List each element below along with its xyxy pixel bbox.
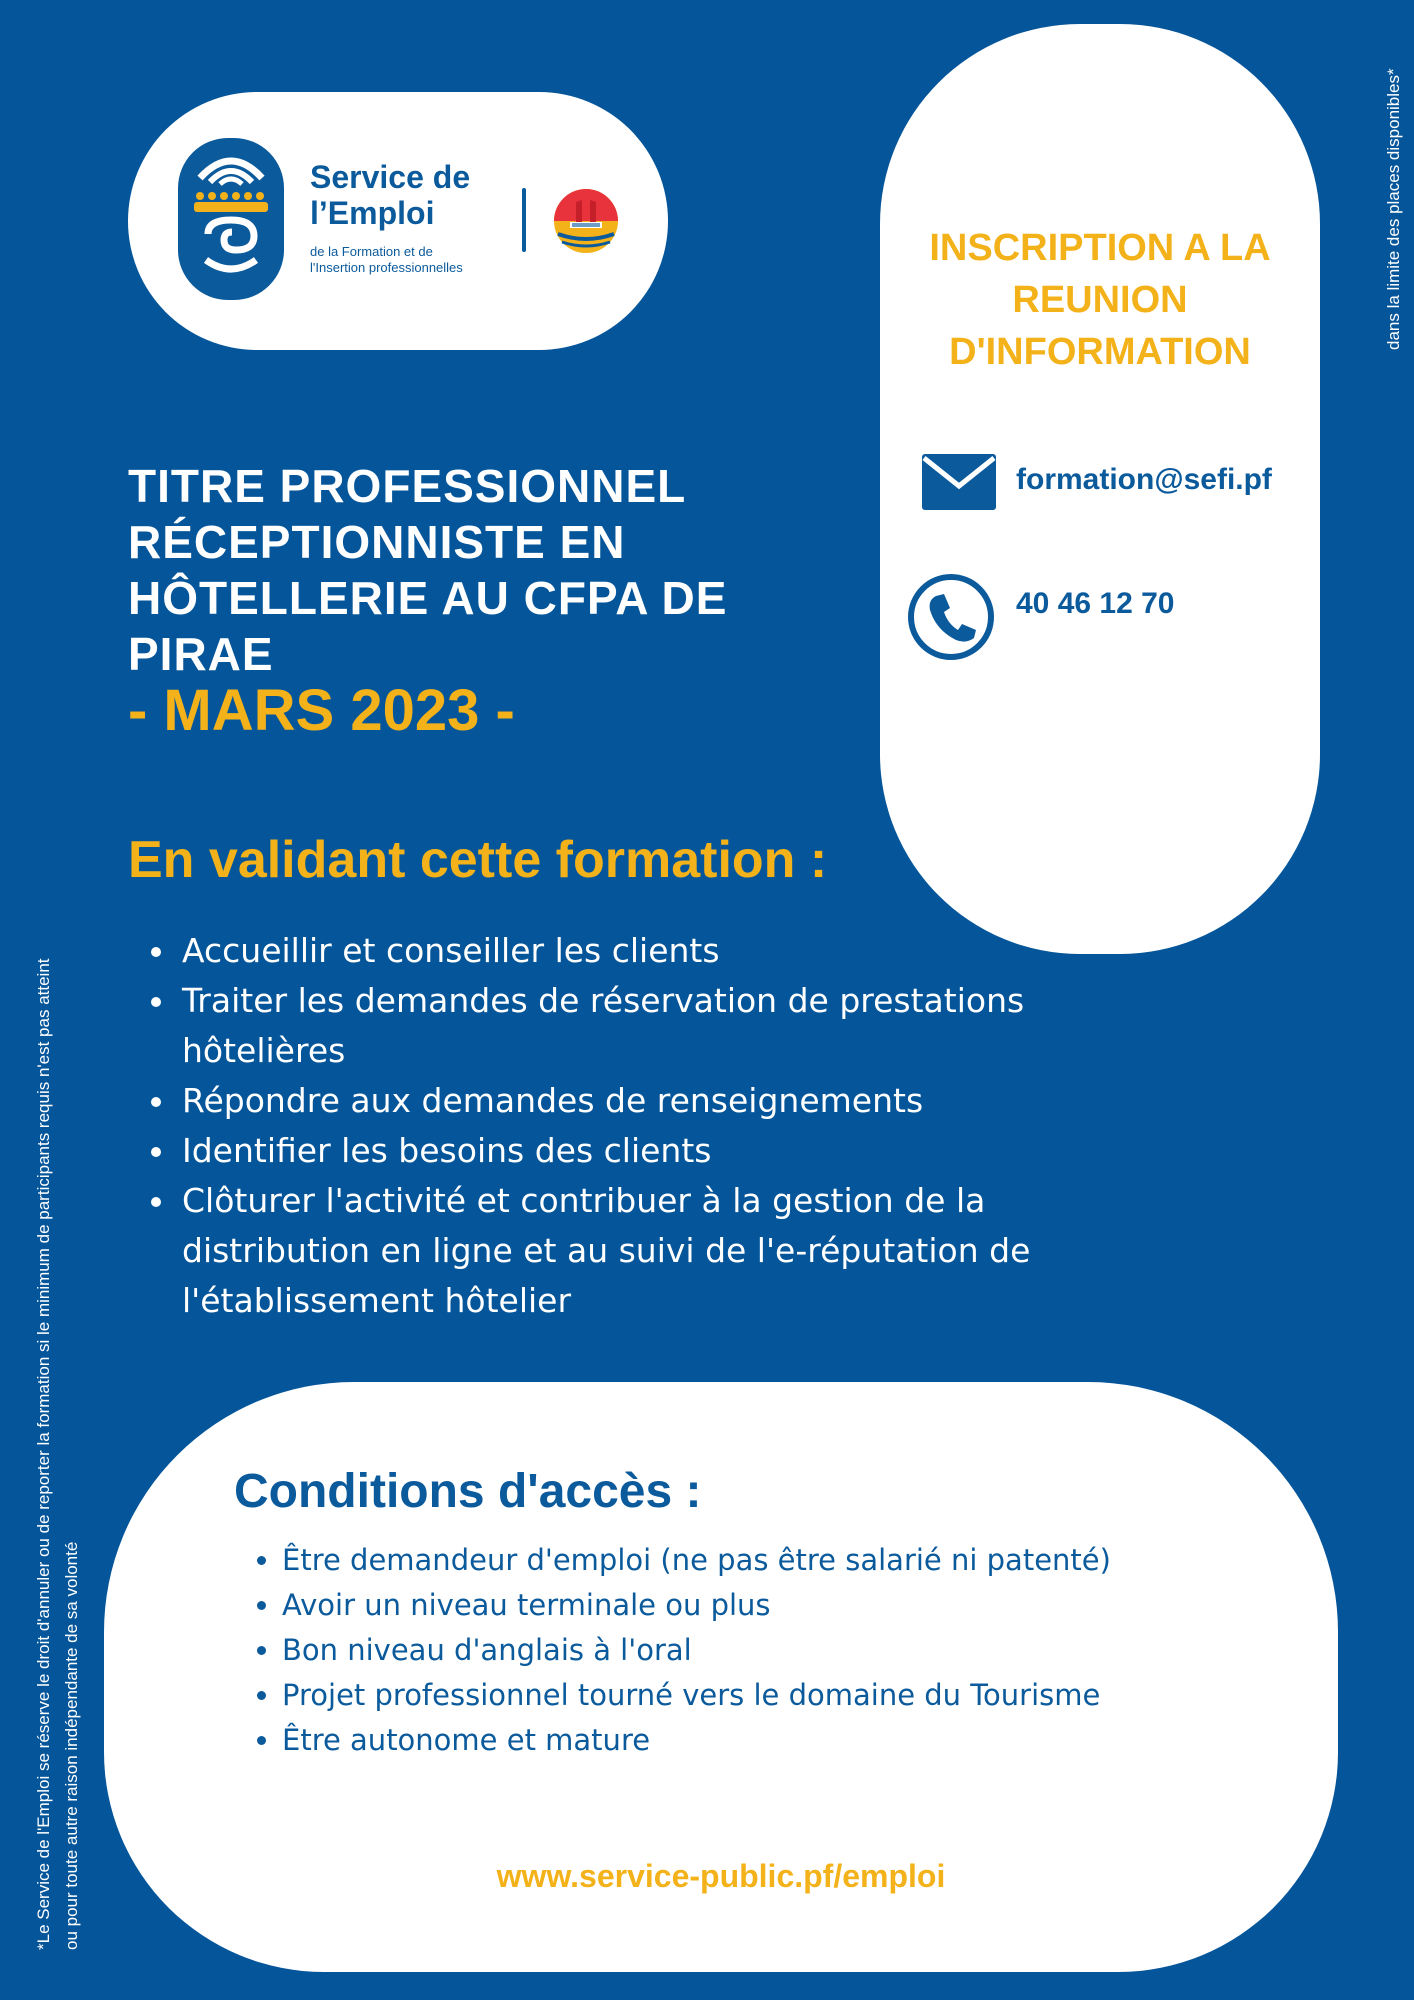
email-link[interactable]: formation@sefi.pf bbox=[1016, 463, 1272, 496]
list-item: • Identifier les besoins des clients bbox=[178, 1126, 1138, 1176]
polynesia-emblem-icon bbox=[552, 188, 620, 254]
phone-number[interactable]: 40 46 12 70 bbox=[1016, 587, 1175, 620]
list-item: • Traiter les demandes de réservation de prestations hôtelières bbox=[178, 976, 1138, 1076]
logo-divider bbox=[522, 188, 526, 252]
conditions-heading: Conditions d'accès : bbox=[234, 1465, 702, 1518]
list-item: • Accueillir et conseiller les clients bbox=[178, 926, 1138, 976]
course-title: TITRE PROFESSIONNEL RÉCEPTIONNISTE EN HÔTELLERIE AU CFPA DE PIRAE bbox=[128, 460, 728, 680]
phone-icon bbox=[906, 572, 996, 662]
list-item: • Être demandeur d'emploi (ne pas être salarié ni patenté) bbox=[282, 1538, 1111, 1583]
conditions-card bbox=[104, 1382, 1338, 1972]
list-item: • Répondre aux demandes de renseignements bbox=[178, 1076, 1138, 1126]
contact-card bbox=[880, 24, 1320, 954]
list-item: • Projet professionnel tourné vers le domaine du Tourisme bbox=[282, 1673, 1111, 1718]
inscription-title: INSCRIPTION A LA REUNION D'INFORMATION bbox=[929, 227, 1271, 373]
disclaimer-right: dans la limite des places disponibles* bbox=[1384, 68, 1403, 350]
list-item: • Bon niveau d'anglais à l'oral bbox=[282, 1628, 1111, 1673]
list-item: • Être autonome et mature bbox=[282, 1718, 1111, 1763]
conditions-list bbox=[256, 1538, 1111, 1763]
disclaimer-line2: ou pour toute autre raison indépendante de sa volonté bbox=[62, 1541, 81, 1950]
list-item: • Clôturer l'activité et contribuer à la gestion de la distribution en ligne et au suivi de l'e-réputation de l'établissement hôtelier bbox=[178, 1176, 1138, 1326]
brand-subtitle-line2: l'Insertion professionnelles bbox=[310, 260, 463, 275]
course-date: - MARS 2023 - bbox=[128, 678, 515, 743]
sefi-logo-icon bbox=[178, 138, 284, 300]
logo-card bbox=[128, 92, 668, 350]
validation-heading: En validant cette formation : bbox=[128, 831, 828, 889]
skills-list bbox=[140, 926, 1138, 1326]
brand-name-line1: Service de bbox=[310, 159, 471, 195]
disclaimer-line1: *Le Service de l'Emploi se réserve le droit d'annuler ou de reporter la formation si le minimum de participants requis n'est pas atteint bbox=[34, 958, 53, 1950]
mail-icon bbox=[922, 454, 996, 510]
brand-subtitle-line1: de la Formation et de bbox=[310, 244, 433, 259]
brand-name-line2: l’Emploi bbox=[310, 195, 435, 231]
website-link[interactable]: www.service-public.pf/emploi bbox=[496, 1858, 946, 1894]
disclaimer-left bbox=[30, 958, 86, 1950]
list-item: • Avoir un niveau terminale ou plus bbox=[282, 1583, 1111, 1628]
